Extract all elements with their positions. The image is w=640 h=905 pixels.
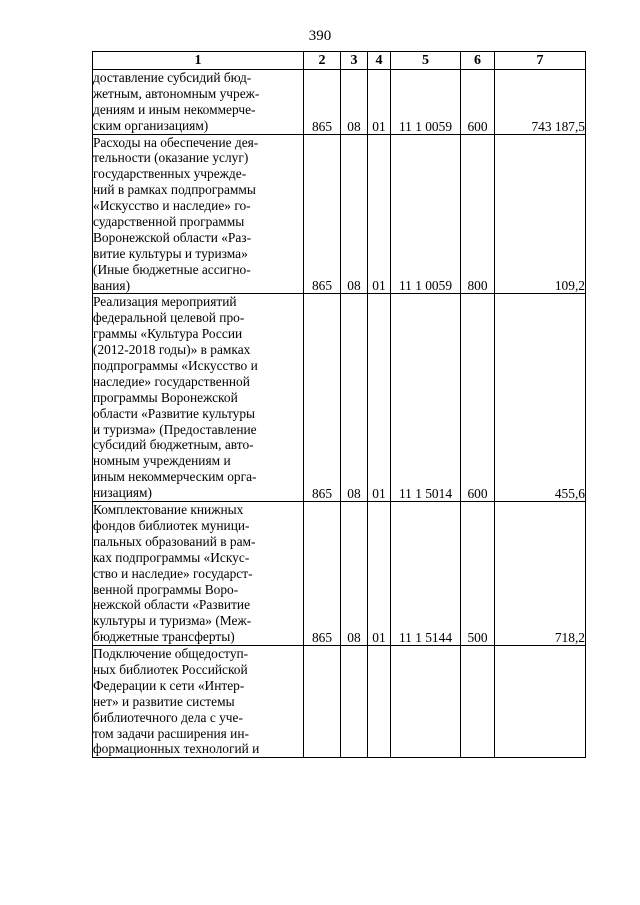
cell-col6: 500 [461,502,495,646]
description-line: жетным, автономным учреж- [93,85,260,101]
column-header: 2 [304,52,341,70]
description-line: иным некоммерческим орга- [93,469,257,485]
description-line: Подключение общедоступ- [93,646,249,662]
description-line: области «Развитие культуры [93,405,256,421]
description-line: Федерации к сети «Интер- [93,677,245,693]
cell-col4: 01 [368,70,391,135]
description-line: подпрограммы «Искусство и [93,358,258,374]
cell-col6: 600 [461,70,495,135]
cell-col3: 08 [341,294,368,502]
description-line: низациям) [93,485,152,501]
column-header: 4 [368,52,391,70]
cell-col2: 865 [304,134,341,294]
description-line: «Искусство и наследие» го- [93,198,251,214]
table-header-row [93,52,586,70]
description-line: государственных учрежде- [93,166,247,182]
cell-col6: 600 [461,294,495,502]
description-line: доставление субсидий бюд- [93,70,252,85]
cell-col4: 01 [368,134,391,294]
row-description [93,70,304,135]
description-line: нежской области «Развитие [93,597,251,613]
description-line: ским организациям) [93,117,209,133]
cell-col7: 109,2 [495,134,586,294]
row-description [93,134,304,294]
cell-col2: 865 [304,294,341,502]
cell-col5: 11 1 5014 [391,294,461,502]
page-number: 390 [308,28,332,44]
description-line: ний в рамках подпрограммы [93,182,256,198]
description-line: вания) [93,277,131,293]
table-row [93,294,586,502]
column-header: 1 [93,52,304,70]
column-header: 6 [461,52,495,70]
cell-col4: 01 [368,502,391,646]
cell-col4 [368,646,391,758]
table-row [93,646,586,758]
column-header: 3 [341,52,368,70]
cell-col6: 800 [461,134,495,294]
table-body [93,70,586,758]
column-header: 5 [391,52,461,70]
cell-col3: 08 [341,502,368,646]
cell-col7 [495,646,586,758]
description-line: (Иные бюджетные ассигно- [93,261,251,277]
description-line: Реализация мероприятий [93,294,237,310]
row-description [93,646,304,758]
cell-col2: 865 [304,502,341,646]
table-row [93,134,586,294]
cell-col2 [304,646,341,758]
description-line: ных библиотек Российской [93,661,248,677]
description-line: витие культуры и туризма» [93,245,248,261]
description-line: Воронежской области «Раз- [93,229,252,245]
description-line: тельности (оказание услуг) [93,150,249,166]
description-line: сударственной программы [93,214,245,230]
cell-col3: 08 [341,134,368,294]
table-row [93,70,586,135]
row-description [93,502,304,646]
description-line: формационных технологий и [93,741,260,757]
description-line: федеральной целевой про- [93,310,245,326]
description-line: ках подпрограммы «Искус- [93,549,250,565]
description-line: том задачи расширения ин- [93,725,249,741]
cell-col5: 11 1 0059 [391,70,461,135]
description-line: Расходы на обеспечение дея- [93,134,259,150]
description-line: наследие» государственной [93,373,250,389]
description-line: фондов библиотек муници- [93,517,250,533]
cell-col2: 865 [304,70,341,135]
description-line: программы Воронежской [93,389,238,405]
description-line: пальных образований в рам- [93,533,256,549]
table-row [93,502,586,646]
cell-col3 [341,646,368,758]
description-line: культуры и туризма» (Меж- [93,613,252,629]
description-line: ство и наследие» государст- [93,565,253,581]
description-line: граммы «Культура России [93,326,243,342]
description-line: номным учреждениям и [93,453,231,469]
cell-col7: 743 187,5 [495,70,586,135]
cell-col3: 08 [341,70,368,135]
cell-col6 [461,646,495,758]
description-line: Комплектование книжных [93,502,244,518]
description-line: (2012-2018 годы)» в рамках [93,342,251,358]
description-line: нет» и развитие системы [93,693,235,709]
description-line: библиотечного дела с уче- [93,709,243,725]
description-line: дениям и иным некоммерче- [93,101,256,117]
description-line: венной программы Воро- [93,581,239,597]
cell-col7: 455,6 [495,294,586,502]
description-line: и туризма» (Предоставление [93,421,257,437]
cell-col5 [391,646,461,758]
cell-col5: 11 1 0059 [391,134,461,294]
budget-table [92,51,586,758]
row-description [93,294,304,502]
column-header: 7 [495,52,586,70]
description-line: бюджетные трансферты) [93,629,235,645]
description-line: субсидий бюджетным, авто- [93,437,254,453]
cell-col7: 718,2 [495,502,586,646]
cell-col5: 11 1 5144 [391,502,461,646]
cell-col4: 01 [368,294,391,502]
